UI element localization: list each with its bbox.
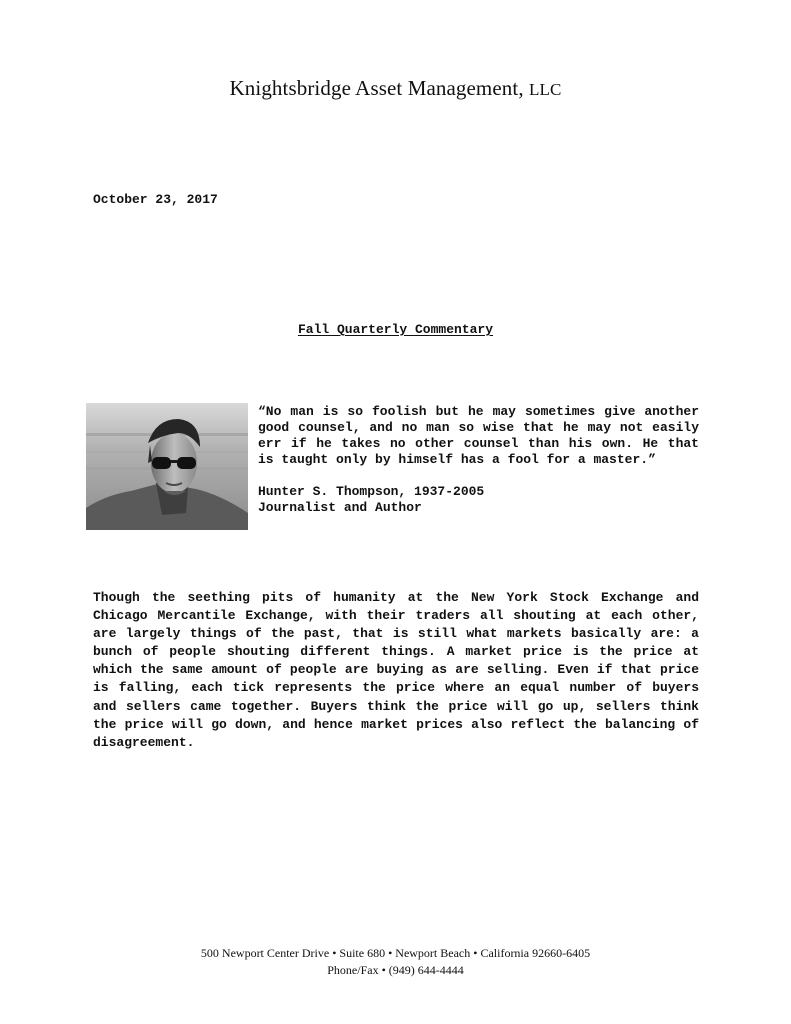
company-suffix: LLC [529,80,562,99]
footer-phone: Phone/Fax • (949) 644-4444 [327,963,464,977]
commentary-paragraph: Though the seething pits of humanity at the New York Stock Exchange and Chicago Mercantile Exchange, with their traders all shouting at each other, are largely things of the past, that is still what markets basically are: a bunch of people shouting different things. A market price is the price at which the same amount of people are buying as are selling. Even if that price is falling, each tick represents the price where an equal number of buyers and sellers came together. Buyers think the price will go up, sellers think the price will go down, and hence market prices also reflect the balancing of disagreement. [93,590,699,750]
document-title-text: Fall Quarterly Commentary [297,322,494,337]
quote-attribution [258,484,699,516]
quote-author-role: Journalist and Author [258,500,422,515]
letter-date: October 23, 2017 [93,192,218,207]
quote-author: Hunter S. Thompson, 1937-2005 [258,484,485,499]
company-letterhead [0,76,791,101]
page-footer [0,945,791,979]
quote-text: “No man is so foolish but he may sometimes give another good counsel, and no man so wise that he may not easily err if he takes no other counsel than his own. He that is taught only by himself has a fool for a master.” [258,404,699,467]
epigraph-quote-block [258,404,699,516]
footer-address: 500 Newport Center Drive • Suite 680 • Newport Beach • California 92660-6405 [200,946,591,960]
document-title [0,322,791,338]
author-portrait-photo [86,403,248,530]
company-name: Knightsbridge Asset Management, [229,76,524,100]
